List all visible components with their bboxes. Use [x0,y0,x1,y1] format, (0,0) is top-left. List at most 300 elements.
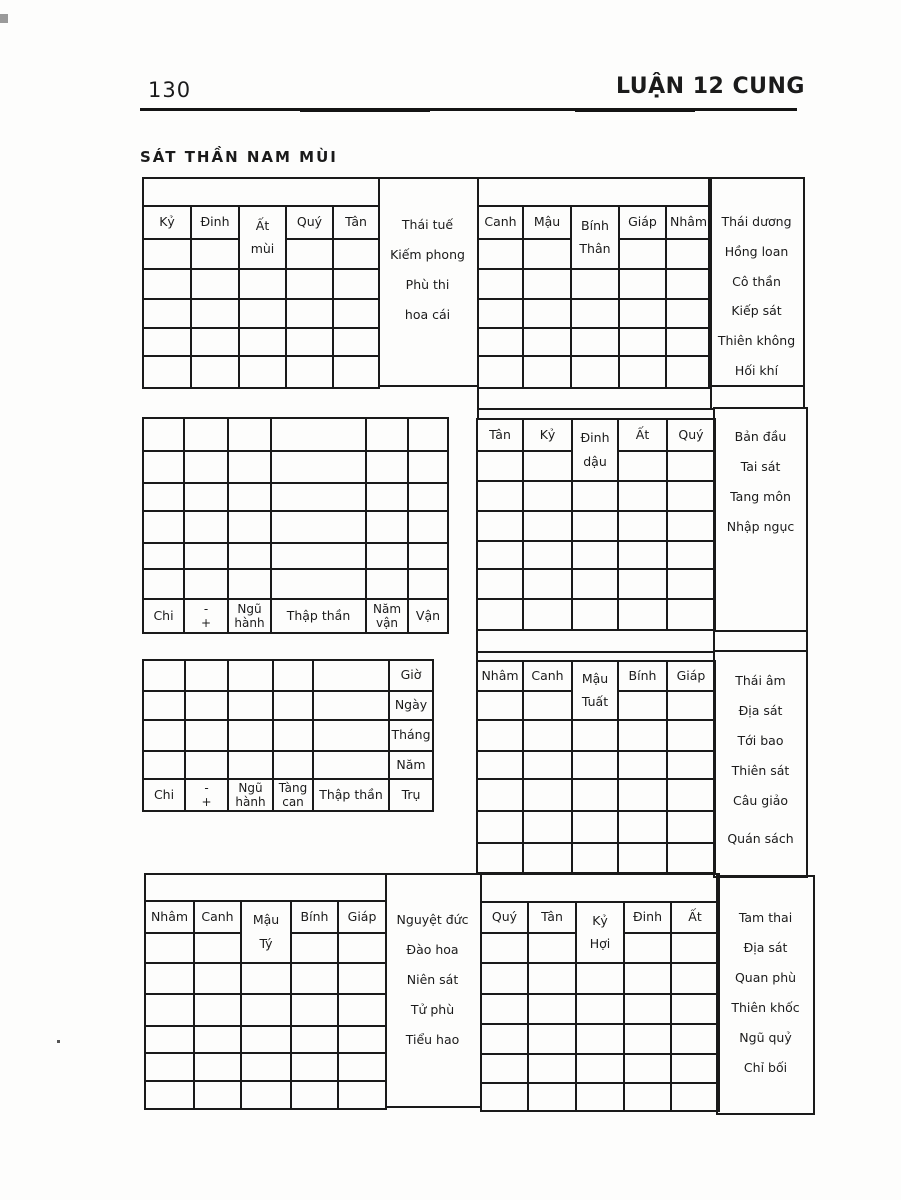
empty-cell [185,660,228,691]
satthan-label-column-mui [378,177,477,387]
empty-cell [576,1083,624,1111]
footer-label [228,779,273,811]
empty-cell [481,963,528,994]
empty-cell [185,751,228,779]
stem-header: Ất [255,217,270,233]
empty-cell [228,543,271,569]
empty-cell [624,1054,671,1083]
empty-cell [666,299,711,328]
satthan-label-rail-tuat [713,650,808,878]
empty-cell [184,543,228,569]
stem-header: Giáp [667,661,715,691]
empty-cell [571,328,619,356]
empty-cell [184,511,228,543]
empty-cell [366,418,408,451]
empty-cell [523,843,572,873]
empty-cell [477,569,523,599]
empty-cell [241,1026,291,1053]
empty-cell [241,1053,291,1081]
empty-cell [366,511,408,543]
empty-cell [618,541,667,569]
empty-cell [523,328,571,356]
empty-cell [671,994,719,1024]
empty-cell [228,511,271,543]
table-pillar-analysis-1 [142,417,449,634]
satthan-label-rail-dau [713,407,808,632]
satthan-label: Hồng loan [724,244,789,259]
empty-cell [143,356,191,388]
empty-cell [477,843,523,873]
empty-cell [143,451,184,483]
satthan-label: Kiếm phong [390,246,465,262]
empty-cell [333,328,379,356]
empty-cell [143,269,191,299]
empty-cell [667,751,715,779]
empty-cell [618,599,667,630]
footer-label-line: Năm [372,601,402,616]
empty-cell [667,691,715,720]
grid-connector [803,387,805,409]
empty-cell [194,963,241,994]
satthan-label-rail-than [708,177,805,387]
stem-branch-cell [239,206,286,269]
table-pillar-analysis-2 [142,659,434,812]
empty-cell [338,963,386,994]
empty-cell [271,451,366,483]
branch-label: mùi [250,241,275,256]
section-title: SÁT THẦN NAM MÙI [140,148,338,166]
satthan-label: Ngũ quỷ [739,1029,792,1045]
empty-cell [228,451,271,483]
empty-cell [618,511,667,541]
empty-cell [143,569,184,599]
satthan-label: Tiểu hao [405,1031,460,1047]
empty-cell [477,811,523,843]
stem-header: Bính [291,901,338,933]
empty-cell [191,356,239,388]
sign-minus: - [204,780,209,795]
table-year-tuat-stems [476,660,716,874]
empty-cell [572,811,618,843]
empty-cell [572,843,618,873]
table-year-ty-stems [144,873,387,1110]
empty-cell [667,511,715,541]
empty-cell [333,356,379,388]
empty-cell [239,328,286,356]
stem-header: Đinh [191,206,239,239]
empty-cell [618,751,667,779]
empty-cell [273,691,313,720]
empty-cell [624,994,671,1024]
empty-cell [671,963,719,994]
sign-plus: + [201,794,212,809]
empty-cell [228,720,273,751]
empty-cell [143,720,185,751]
footer-label [366,599,408,633]
empty-cell [313,660,389,691]
header-rule-thick-segment [300,110,430,112]
satthan-label: Bản đầu [734,428,787,444]
satthan-label: Nguyệt đức [396,911,469,927]
empty-cell [477,481,523,511]
satthan-label: Quan phù [734,969,797,985]
empty-cell [523,269,571,299]
empty-cell [523,356,571,388]
stem-branch-cell [571,206,619,269]
grid-connector [476,651,713,653]
empty-cell [228,418,271,451]
satthan-label: Thái âm [735,672,786,688]
empty-cell [618,569,667,599]
stem-header: Đinh [624,902,671,933]
empty-cell [619,299,666,328]
grid-connector [713,632,715,651]
empty-cell [143,418,184,451]
empty-cell [143,483,184,511]
empty-cell [523,751,572,779]
empty-cell [145,1081,194,1109]
empty-cell [667,451,715,481]
empty-cell [228,691,273,720]
empty-cell [667,811,715,843]
empty-cell [239,356,286,388]
empty-cell [313,751,389,779]
satthan-label: Chỉ bối [743,1059,788,1075]
header-rule [140,108,797,111]
footer-label-sign [185,779,228,811]
empty-cell [145,963,194,994]
satthan-label: Địa sát [738,702,783,718]
stem-header: Ất [671,902,719,933]
empty-cell [477,451,523,481]
empty-cell [572,599,618,630]
empty-cell [523,481,572,511]
empty-cell [572,481,618,511]
branch-label: Hợi [589,936,611,951]
empty-cell [194,1053,241,1081]
stem-header: Canh [523,661,572,691]
empty-cell [239,269,286,299]
empty-cell [338,933,386,963]
empty-cell [624,1083,671,1111]
grid-connector [477,387,479,418]
stem-header: Mậu [581,670,609,686]
empty-cell [618,451,667,481]
satthan-label: Niên sát [406,971,459,987]
empty-cell [366,451,408,483]
empty-cell [618,779,667,811]
footer-label-line: vận [375,615,399,630]
empty-cell [338,1081,386,1109]
empty-cell [184,418,228,451]
empty-cell [523,599,572,630]
stem-header: Canh [194,901,241,933]
satthan-label: Thiên không [717,333,796,349]
scan-artifact-mark [0,14,8,23]
empty-cell [477,541,523,569]
empty-band [478,178,711,206]
empty-cell [523,720,572,751]
empty-cell [523,511,572,541]
empty-cell [523,239,571,269]
empty-cell [333,299,379,328]
empty-cell [667,779,715,811]
branch-label: dậu [583,453,607,469]
empty-cell [286,356,333,388]
empty-cell [478,239,523,269]
satthan-label: Hối khí [734,362,779,378]
satthan-label: Thiên sát [731,762,790,778]
pillar-row-label: Năm [389,751,433,779]
empty-cell [667,541,715,569]
stem-header: Bính [581,217,609,233]
satthan-label: Quán sách [727,830,794,846]
empty-cell [241,963,291,994]
grid-connector [710,387,712,409]
empty-cell [528,1024,576,1054]
satthan-label: Đào hoa [406,941,459,957]
stem-header: Tân [477,419,523,451]
empty-cell [291,1053,338,1081]
empty-cell [291,1081,338,1109]
empty-cell [477,779,523,811]
empty-cell [286,299,333,328]
empty-cell [239,299,286,328]
empty-cell [338,994,386,1026]
empty-cell [528,933,576,963]
empty-cell [143,328,191,356]
empty-cell [478,269,523,299]
empty-cell [571,299,619,328]
table-year-dau-stems [476,418,716,631]
empty-cell [184,569,228,599]
empty-cell [481,1024,528,1054]
empty-cell [241,994,291,1026]
empty-cell [671,933,719,963]
empty-cell [366,543,408,569]
footer-label [273,779,313,811]
empty-cell [273,751,313,779]
empty-cell [408,569,448,599]
running-header-title: LUẬN 12 CUNG [616,74,805,99]
empty-cell [671,1083,719,1111]
empty-cell [338,1026,386,1053]
empty-cell [145,933,194,963]
stem-header: Tân [528,902,576,933]
footer-label-line: hành [234,615,265,630]
satthan-label: Phù thi [405,276,450,292]
empty-cell [313,720,389,751]
empty-cell [273,660,313,691]
empty-cell [477,720,523,751]
empty-cell [619,328,666,356]
empty-cell [271,483,366,511]
empty-cell [228,751,273,779]
stem-header: Nhâm [145,901,194,933]
empty-cell [366,483,408,511]
empty-cell [618,691,667,720]
empty-cell [143,660,185,691]
empty-cell [143,299,191,328]
empty-cell [478,299,523,328]
empty-cell [572,511,618,541]
empty-cell [143,691,185,720]
satthan-label: Câu giảo [733,792,788,808]
stem-branch-cell [241,901,291,963]
empty-cell [481,1083,528,1111]
page-number: 130 [148,78,192,102]
empty-cell [572,751,618,779]
grid-connector [477,408,715,410]
empty-cell [143,511,184,543]
empty-cell [408,511,448,543]
satthan-label-column-ty [385,873,480,1108]
empty-cell [619,356,666,388]
stem-header: Kỷ [523,419,572,451]
satthan-label: Tử phù [410,1001,455,1017]
pillar-row-label: Tháng [389,720,433,751]
grid-connector [806,632,808,651]
empty-cell [618,811,667,843]
stem-header: Quý [286,206,333,239]
satthan-label: Địa sát [743,939,788,955]
empty-cell [481,994,528,1024]
satthan-label: Tai sát [740,458,781,474]
footer-label: Thập thần [271,599,366,633]
empty-cell [523,691,572,720]
empty-cell [338,1053,386,1081]
empty-cell [666,239,711,269]
empty-cell [576,1054,624,1083]
stem-branch-cell [572,419,618,481]
empty-cell [619,239,666,269]
sign-plus: + [200,615,212,630]
empty-cell [286,328,333,356]
stem-header: Tân [333,206,379,239]
table-year-mui-stems [142,177,380,389]
empty-cell [286,269,333,299]
empty-cell [523,299,571,328]
empty-cell [191,328,239,356]
empty-cell [477,751,523,779]
satthan-label: Kiếp sát [731,303,782,319]
stem-branch-cell [576,902,624,963]
footer-label-line: Tàng [278,780,308,795]
footer-label-line: Ngũ [238,780,263,795]
stem-header: Nhâm [666,206,711,239]
empty-cell [191,239,239,269]
stem-header: Giáp [338,901,386,933]
empty-cell [667,569,715,599]
empty-cell [184,483,228,511]
empty-cell [481,933,528,963]
empty-cell [184,451,228,483]
empty-cell [523,451,572,481]
footer-label: Thập thần [313,779,389,811]
empty-cell [528,994,576,1024]
empty-cell [145,994,194,1026]
empty-cell [624,963,671,994]
empty-cell [576,963,624,994]
empty-cell [143,543,184,569]
empty-cell [145,1026,194,1053]
branch-label: Thân [579,241,611,256]
empty-cell [366,569,408,599]
table-year-hoi-stems [480,873,720,1112]
empty-cell [528,1054,576,1083]
empty-cell [671,1024,719,1054]
empty-cell [571,269,619,299]
empty-cell [194,933,241,963]
empty-cell [408,418,448,451]
satthan-label: Nhập ngục [726,518,795,534]
empty-cell [191,299,239,328]
sign-minus: - [203,601,209,616]
pillar-row-label: Giờ [389,660,433,691]
empty-cell [666,269,711,299]
stem-branch-cell [572,661,618,720]
header-rule-thick-segment [575,110,695,112]
satthan-label: Cô thần [732,273,781,289]
satthan-label: Thái tuế [401,216,454,232]
empty-cell [523,569,572,599]
empty-cell [481,1054,528,1083]
empty-band [145,874,386,901]
empty-cell [477,599,523,630]
empty-cell [572,720,618,751]
empty-cell [185,691,228,720]
footer-label: Vận [408,599,448,633]
empty-cell [523,541,572,569]
empty-cell [194,994,241,1026]
empty-cell [619,269,666,299]
empty-cell [408,483,448,511]
empty-cell [291,994,338,1026]
stem-header: Mậu [252,912,280,928]
footer-label [228,599,271,633]
table-year-than-stems [477,177,712,389]
empty-cell [478,328,523,356]
satthan-label: Tới bao [737,732,784,748]
empty-cell [143,751,185,779]
stem-header: Giáp [619,206,666,239]
empty-band [143,178,379,206]
empty-cell [624,933,671,963]
footer-label: Trụ [389,779,433,811]
empty-cell [478,356,523,388]
empty-cell [667,843,715,873]
stem-header: Nhâm [477,661,523,691]
stem-header: Quý [667,419,715,451]
empty-cell [666,356,711,388]
empty-cell [273,720,313,751]
empty-cell [228,483,271,511]
empty-cell [228,569,271,599]
empty-cell [271,511,366,543]
empty-cell [576,1024,624,1054]
empty-cell [667,720,715,751]
empty-cell [185,720,228,751]
empty-cell [333,269,379,299]
branch-label: Tuất [581,694,609,709]
stem-header: Kỷ [592,912,608,928]
empty-cell [666,328,711,356]
footer-label-line: can [282,794,304,809]
empty-cell [528,963,576,994]
empty-cell [523,811,572,843]
stem-header: Ất [618,419,667,451]
footer-label: Chi [143,779,185,811]
